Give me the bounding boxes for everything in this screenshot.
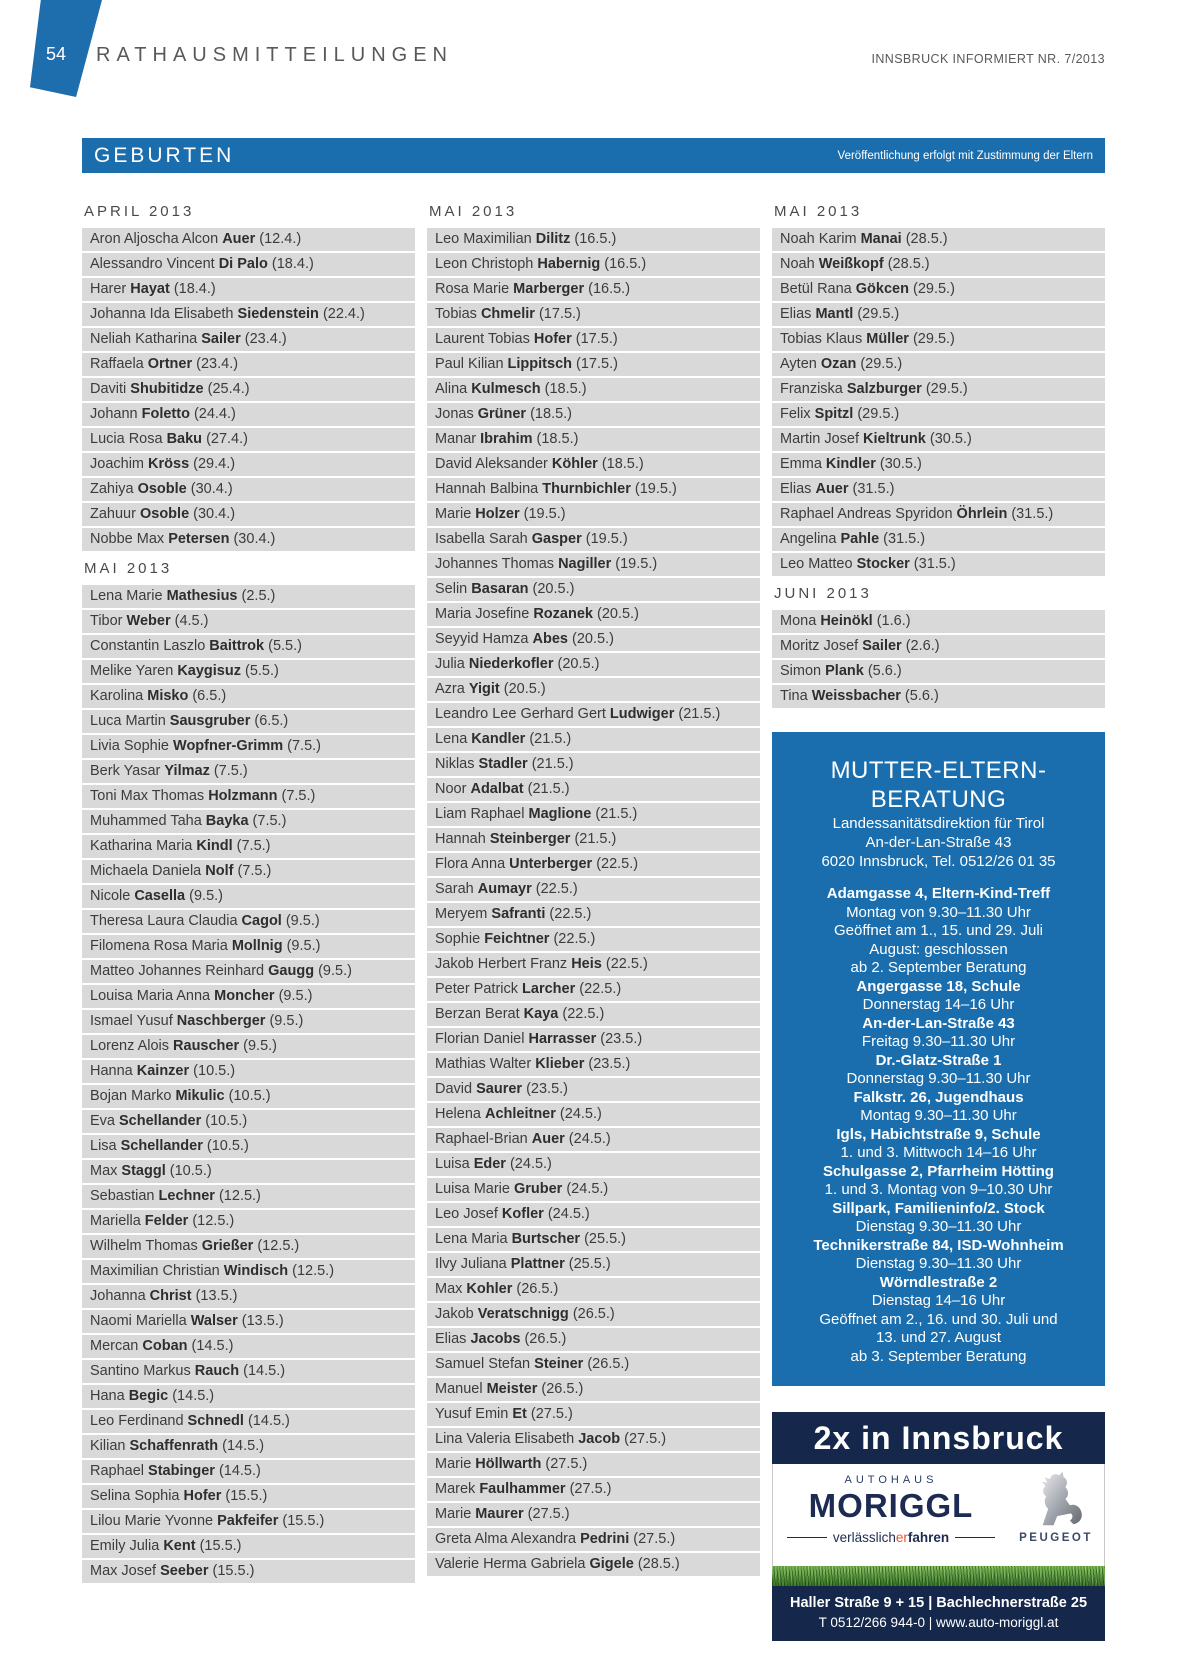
birth-entry: Marie Holzer (19.5.)	[427, 503, 760, 526]
birth-entry: Berzan Berat Kaya (22.5.)	[427, 1003, 760, 1026]
info-box-schedule	[780, 885, 1097, 1366]
birth-entry: Johanna Christ (13.5.)	[82, 1285, 415, 1308]
birth-entry: Bojan Marko Mikulic (10.5.)	[82, 1085, 415, 1108]
birth-entry: Zahuur Osoble (30.4.)	[82, 503, 415, 526]
birth-entry: Max Josef Seeber (15.5.)	[82, 1560, 415, 1583]
birth-entry: Leo Josef Kofler (24.5.)	[427, 1203, 760, 1226]
birth-entry: Jakob Veratschnigg (26.5.)	[427, 1303, 760, 1326]
birth-entry: Mariella Felder (12.5.)	[82, 1210, 415, 1233]
birth-entry: Greta Alma Alexandra Pedrini (27.5.)	[427, 1528, 760, 1551]
birth-entry: Nicole Casella (9.5.)	[82, 885, 415, 908]
birth-entry: David Saurer (23.5.)	[427, 1078, 760, 1101]
birth-entry: Aron Aljoscha Alcon Auer (12.4.)	[82, 228, 415, 251]
birth-entry: Muhammed Taha Bayka (7.5.)	[82, 810, 415, 833]
birth-entry: Tibor Weber (4.5.)	[82, 610, 415, 633]
birth-entry: Lina Valeria Elisabeth Jacob (27.5.)	[427, 1428, 760, 1451]
info-box-detail: Montag 9.30–11.30 Uhr	[860, 1107, 1017, 1124]
birth-entry: Laurent Tobias Hofer (17.5.)	[427, 328, 760, 351]
birth-entry: Leo Matteo Stocker (31.5.)	[772, 553, 1105, 576]
info-box-title-line2: BERATUNG	[870, 786, 1007, 813]
birth-entry: Marie Höllwarth (27.5.)	[427, 1453, 760, 1476]
info-box-location: Igls, Habichtstraße 9, Schule	[836, 1125, 1041, 1143]
birth-entry: Yusuf Emin Et (27.5.)	[427, 1403, 760, 1426]
birth-entry: Melike Yaren Kaygisuz (5.5.)	[82, 660, 415, 683]
issue-label: INNSBRUCK INFORMIERT NR. 7/2013	[871, 52, 1105, 66]
birth-entry: Noah Karim Manai (28.5.)	[772, 228, 1105, 251]
ad-addresses: Haller Straße 9 + 15 | Bachlechnerstraße 25	[789, 1595, 1088, 1611]
birth-entry: Michaela Daniela Nolf (7.5.)	[82, 860, 415, 883]
birth-entry: Meryem Safranti (22.5.)	[427, 903, 760, 926]
birth-entry: Marie Maurer (27.5.)	[427, 1503, 760, 1526]
birth-entry: Isabella Sarah Gasper (19.5.)	[427, 528, 760, 551]
birth-entry: Mona Heinökl (1.6.)	[772, 610, 1105, 633]
info-box-detail: ab 3. September Beratung	[850, 1347, 1027, 1365]
tagline-rule-right	[955, 1537, 995, 1538]
birth-entry: Julia Niederkofler (20.5.)	[427, 653, 760, 676]
birth-entry: Emily Julia Kent (15.5.)	[82, 1535, 415, 1558]
birth-entry: Eva Schellander (10.5.)	[82, 1110, 415, 1133]
info-box-location: Technikerstraße 84, ISD-Wohnheim	[813, 1236, 1064, 1254]
birth-column-1	[82, 196, 415, 1585]
birth-entry: Rosa Marie Marberger (16.5.)	[427, 278, 760, 301]
ad-grass-strip	[772, 1566, 1105, 1586]
info-box-detail: 13. und 27. August	[875, 1329, 1002, 1346]
ad-body	[772, 1464, 1105, 1566]
info-box-detail: August: geschlossen	[869, 940, 1008, 958]
ad-tagline	[781, 1530, 1001, 1545]
birth-entry: Angelina Pahle (31.5.)	[772, 528, 1105, 551]
birth-entry: Florian Daniel Harrasser (23.5.)	[427, 1028, 760, 1051]
birth-entry: Noah Weißkopf (28.5.)	[772, 253, 1105, 276]
birth-entry: Louisa Maria Anna Moncher (9.5.)	[82, 985, 415, 1008]
birth-entry: Betül Rana Gökcen (29.5.)	[772, 278, 1105, 301]
peugeot-wordmark: PEUGEOT	[1019, 1532, 1093, 1544]
birth-entry: Johanna Ida Elisabeth Siedenstein (22.4.)	[82, 303, 415, 326]
info-box-detail: 1. und 3. Montag von 9–10.30 Uhr	[824, 1181, 1053, 1198]
birth-entry: Franziska Salzburger (29.5.)	[772, 378, 1105, 401]
birth-entry: Matteo Johannes Reinhard Gaugg (9.5.)	[82, 960, 415, 983]
info-box-detail: Geöffnet am 2., 16. und 30. Juli und	[819, 1310, 1058, 1328]
birth-entry: Luisa Eder (24.5.)	[427, 1153, 760, 1176]
info-box-location: Falkstr. 26, Jugendhaus	[853, 1088, 1024, 1106]
month-header: APRIL 2013	[82, 196, 415, 228]
ad-contact: T 0512/266 944-0 | www.auto-moriggl.at	[818, 1615, 1059, 1630]
month-header: MAI 2013	[427, 196, 760, 228]
birth-entry: Toni Max Thomas Holzmann (7.5.)	[82, 785, 415, 808]
ad-brand-name: MORIGGL	[808, 1487, 974, 1524]
birth-entry: Niklas Stadler (21.5.)	[427, 753, 760, 776]
birth-entry: Leo Ferdinand Schnedl (14.5.)	[82, 1410, 415, 1433]
birth-entry: Hannah Balbina Thurnbichler (19.5.)	[427, 478, 760, 501]
birth-entry: Sebastian Lechner (12.5.)	[82, 1185, 415, 1208]
birth-entry: Flora Anna Unterberger (22.5.)	[427, 853, 760, 876]
birth-entry: Marek Faulhammer (27.5.)	[427, 1478, 760, 1501]
birth-entry: Naomi Mariella Walser (13.5.)	[82, 1310, 415, 1333]
birth-entry: Raphael-Brian Auer (24.5.)	[427, 1128, 760, 1151]
birth-entry: Samuel Stefan Steiner (26.5.)	[427, 1353, 760, 1376]
birth-entry: Valerie Herma Gabriela Gigele (28.5.)	[427, 1553, 760, 1576]
birth-column-3	[772, 196, 1105, 1641]
birth-entry: Max Staggl (10.5.)	[82, 1160, 415, 1183]
birth-entry: Maximilian Christian Windisch (12.5.)	[82, 1260, 415, 1283]
month-header: MAI 2013	[82, 553, 415, 585]
birth-entry: Berk Yasar Yilmaz (7.5.)	[82, 760, 415, 783]
info-box-detail: Dienstag 9.30–11.30 Uhr	[855, 1255, 1022, 1272]
info-box-detail: 1. und 3. Mittwoch 14–16 Uhr	[840, 1144, 1037, 1161]
birth-entry: Alessandro Vincent Di Palo (18.4.)	[82, 253, 415, 276]
birth-entry: Elias Mantl (29.5.)	[772, 303, 1105, 326]
birth-columns	[82, 196, 1105, 1641]
birth-entry: Peter Patrick Larcher (22.5.)	[427, 978, 760, 1001]
birth-entry: Zahiya Osoble (30.4.)	[82, 478, 415, 501]
birth-entry: Katharina Maria Kindl (7.5.)	[82, 835, 415, 858]
birth-entry: Karolina Misko (6.5.)	[82, 685, 415, 708]
birth-entry: Ismael Yusuf Naschberger (9.5.)	[82, 1010, 415, 1033]
birth-entry: Daviti Shubitidze (25.4.)	[82, 378, 415, 401]
birth-entry: Moritz Josef Sailer (2.6.)	[772, 635, 1105, 658]
birth-entry: Livia Sophie Wopfner-Grimm (7.5.)	[82, 735, 415, 758]
peugeot-lion-icon	[1030, 1468, 1088, 1528]
page-number: 54	[46, 44, 67, 64]
birth-entry: Felix Spitzl (29.5.)	[772, 403, 1105, 426]
birth-entry: Filomena Rosa Maria Mollnig (9.5.)	[82, 935, 415, 958]
birth-entry: Lena Maria Burtscher (25.5.)	[427, 1228, 760, 1251]
birth-entry: Luisa Marie Gruber (24.5.)	[427, 1178, 760, 1201]
info-box-title	[780, 756, 1097, 814]
birth-entry: Lena Kandler (21.5.)	[427, 728, 760, 751]
birth-entry: Maria Josefine Rozanek (20.5.)	[427, 603, 760, 626]
birth-entry: Lucia Rosa Baku (27.4.)	[82, 428, 415, 451]
birth-entry: Elias Jacobs (26.5.)	[427, 1328, 760, 1351]
birth-entry: Lena Marie Mathesius (2.5.)	[82, 585, 415, 608]
info-box-location: Angergasse 18, Schule	[856, 977, 1021, 995]
birth-entry: Elias Auer (31.5.)	[772, 478, 1105, 501]
birth-entry: Manuel Meister (26.5.)	[427, 1378, 760, 1401]
section-note: Veröffentlichung erfolgt mit Zustimmung der Eltern	[837, 149, 1093, 162]
birth-entry: Tina Weissbacher (5.6.)	[772, 685, 1105, 708]
birth-entry: Johannes Thomas Nagiller (19.5.)	[427, 553, 760, 576]
ad-headline: 2x in Innsbruck	[772, 1412, 1105, 1464]
info-box-detail: ab 2. September Beratung	[850, 959, 1027, 976]
birth-entry: Raphael Andreas Spyridon Öhrlein (31.5.)	[772, 503, 1105, 526]
moriggl-peugeot-ad	[772, 1412, 1105, 1641]
month-header: JUNI 2013	[772, 578, 1105, 610]
info-box-detail: Donnerstag 14–16 Uhr	[862, 996, 1015, 1013]
birth-entry: Azra Yigit (20.5.)	[427, 678, 760, 701]
birth-entry: Ayten Ozan (29.5.)	[772, 353, 1105, 376]
birth-entry: Simon Plank (5.6.)	[772, 660, 1105, 683]
section-banner	[82, 138, 1105, 173]
birth-entry: Joachim Kröss (29.4.)	[82, 453, 415, 476]
birth-entry: Tobias Chmelir (17.5.)	[427, 303, 760, 326]
birth-entry: Noor Adalbat (21.5.)	[427, 778, 760, 801]
info-box-detail: Dienstag 9.30–11.30 Uhr	[855, 1218, 1022, 1235]
info-box-subtitle-line: 6020 Innsbruck, Tel. 0512/26 01 35	[821, 853, 1056, 870]
birth-entry: Nobbe Max Petersen (30.4.)	[82, 528, 415, 551]
info-box-detail: Freitag 9.30–11.30 Uhr	[861, 1033, 1016, 1050]
birth-entry: David Aleksander Köhler (18.5.)	[427, 453, 760, 476]
birth-entry: Hanna Kainzer (10.5.)	[82, 1060, 415, 1083]
info-box-subtitle-line: Landessanitätsdirektion für Tirol	[832, 815, 1045, 832]
info-box-location: Dr.-Glatz-Straße 1	[875, 1051, 1002, 1069]
birth-entry: Mercan Coban (14.5.)	[82, 1335, 415, 1358]
birth-entry: Hana Begic (14.5.)	[82, 1385, 415, 1408]
birth-column-2	[427, 196, 760, 1578]
info-box-location: Wörndlestraße 2	[879, 1273, 998, 1291]
birth-entry: Sarah Aumayr (22.5.)	[427, 878, 760, 901]
info-box-location: Schulgasse 2, Pfarrheim Hötting	[823, 1162, 1054, 1180]
birth-entry: Theresa Laura Claudia Cagol (9.5.)	[82, 910, 415, 933]
birth-entry: Helena Achleitner (24.5.)	[427, 1103, 760, 1126]
birth-entry: Sophie Feichtner (22.5.)	[427, 928, 760, 951]
birth-entry: Lisa Schellander (10.5.)	[82, 1135, 415, 1158]
birth-entry: Leon Christoph Habernig (16.5.)	[427, 253, 760, 276]
birth-entry: Seyyid Hamza Abes (20.5.)	[427, 628, 760, 651]
month-header: MAI 2013	[772, 196, 1105, 228]
birth-entry: Santino Markus Rauch (14.5.)	[82, 1360, 415, 1383]
birth-entry: Emma Kindler (30.5.)	[772, 453, 1105, 476]
info-box-location: An-der-Lan-Straße 43	[862, 1014, 1015, 1032]
birth-entry: Luca Martin Sausgruber (6.5.)	[82, 710, 415, 733]
section-title: GEBURTEN	[94, 143, 235, 167]
birth-entry: Martin Josef Kieltrunk (30.5.)	[772, 428, 1105, 451]
masthead-title: RATHAUSMITTEILUNGEN	[96, 44, 453, 66]
info-box-detail: Geöffnet am 1., 15. und 29. Juli	[833, 922, 1044, 939]
birth-entry: Mathias Walter Klieber (23.5.)	[427, 1053, 760, 1076]
birth-entry: Wilhelm Thomas Grießer (12.5.)	[82, 1235, 415, 1258]
info-box-location: Sillpark, Familieninfo/2. Stock	[832, 1199, 1045, 1217]
birth-entry: Jonas Grüner (18.5.)	[427, 403, 760, 426]
birth-entry: Jakob Herbert Franz Heis (22.5.)	[427, 953, 760, 976]
birth-entry: Kilian Schaffenrath (14.5.)	[82, 1435, 415, 1458]
info-box-spacer	[780, 871, 1097, 885]
birth-entry: Hannah Steinberger (21.5.)	[427, 828, 760, 851]
info-box-subtitle-line: An-der-Lan-Straße 43	[865, 834, 1012, 851]
birth-entry: Raphael Stabinger (14.5.)	[82, 1460, 415, 1483]
tagline-rule-left	[787, 1537, 827, 1538]
birth-entry: Alina Kulmesch (18.5.)	[427, 378, 760, 401]
birth-entry: Liam Raphael Maglione (21.5.)	[427, 803, 760, 826]
birth-entry: Paul Kilian Lippitsch (17.5.)	[427, 353, 760, 376]
birth-entry: Ilvy Juliana Plattner (25.5.)	[427, 1253, 760, 1276]
ad-autohaus-label: AUTOHAUS	[844, 1474, 938, 1486]
info-box-detail: Dienstag 14–16 Uhr	[871, 1292, 1006, 1309]
birth-entry: Harer Hayat (18.4.)	[82, 278, 415, 301]
info-box-detail: Montag von 9.30–11.30 Uhr	[846, 903, 1031, 921]
birth-entry: Raffaela Ortner (23.4.)	[82, 353, 415, 376]
birth-entry: Max Kohler (26.5.)	[427, 1278, 760, 1301]
info-box-location: Adamgasse 4, Eltern-Kind-Treff	[826, 885, 1051, 902]
birth-entry: Neliah Katharina Sailer (23.4.)	[82, 328, 415, 351]
info-box-title-line1: MUTTER-ELTERN-	[830, 757, 1047, 784]
birth-entry: Selin Basaran (20.5.)	[427, 578, 760, 601]
birth-entry: Lorenz Alois Rauscher (9.5.)	[82, 1035, 415, 1058]
mutter-eltern-beratung-box	[772, 732, 1105, 1386]
ad-brand-block	[781, 1474, 1001, 1545]
birth-entry: Johann Foletto (24.4.)	[82, 403, 415, 426]
ad-footer	[772, 1586, 1105, 1641]
birth-entry: Leandro Lee Gerhard Gert Ludwiger (21.5.)	[427, 703, 760, 726]
birth-entry: Lilou Marie Yvonne Pakfeifer (15.5.)	[82, 1510, 415, 1533]
birth-entry: Manar Ibrahim (18.5.)	[427, 428, 760, 451]
birth-entry: Constantin Laszlo Baittrok (5.5.)	[82, 635, 415, 658]
birth-entry: Selina Sophia Hofer (15.5.)	[82, 1485, 415, 1508]
ad-tagline-text: verlässlicherfahren	[832, 1530, 950, 1545]
birth-entry: Leo Maximilian Dilitz (16.5.)	[427, 228, 760, 251]
birth-entry: Tobias Klaus Müller (29.5.)	[772, 328, 1105, 351]
info-box-detail: Donnerstag 9.30–11.30 Uhr	[846, 1070, 1031, 1087]
